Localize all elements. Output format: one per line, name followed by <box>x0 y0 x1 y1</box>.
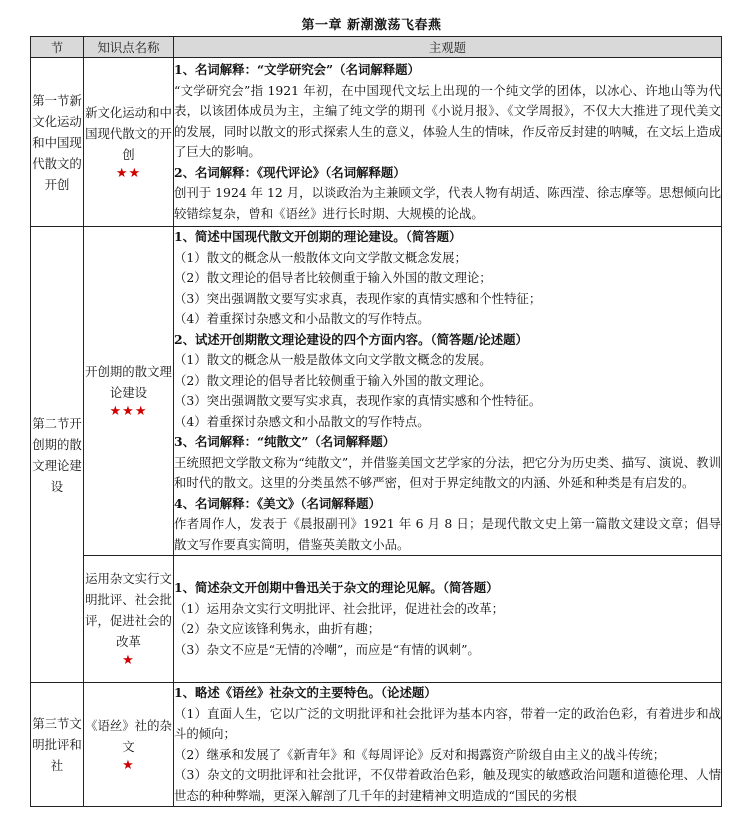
question-heading: 1、略述《语丝》社杂文的主要特色。（论述题） <box>174 685 437 700</box>
answer-paragraph: 作者周作人，发表于《晨报副刊》1921 年 6 月 8 日；是现代散文史上第一篇散文建设文章；倡导散文写作要真实简明，借鉴英美散文小品。 <box>174 516 721 552</box>
answer-item: （2）杂文应该锋利隽永，曲折有趣； <box>174 621 381 636</box>
importance-stars: ★★ <box>115 165 142 181</box>
answer-paragraph: （3）杂文的文明批评和社会批评，不仅带着政治色彩，触及现实的敏感政治问题和道德伦理、人情世态的种种弊端，更深入解剖了几千年的封建精神文明造成的“国民的劣根 <box>174 767 721 803</box>
answer-paragraph: （1）直面人生，它以广泛的文明批评和社会批评为基本内容，带着一定的政治色彩，有着进步和战斗的倾向； <box>174 705 721 741</box>
content-cell <box>174 58 722 227</box>
question-heading: 1、名词解释：“文学研究会”（名词解释题） <box>174 62 420 77</box>
table-row <box>31 58 722 227</box>
answer-item: （2）散文理论的倡导者比较侧重于输入外国的散文理论； <box>174 270 492 285</box>
question-heading: 2、试述开创期散文理论建设的四个方面内容。（简答题/论述题） <box>174 331 528 347</box>
question-heading: 2、名词解释：《现代评论》（名词解释题） <box>174 164 406 180</box>
section-label: 第二节开创期的散文理论建设 <box>32 415 82 494</box>
knowledge-label: 《语丝》社的杂文 <box>85 717 172 754</box>
content-cell <box>174 556 722 683</box>
answer-item: （3）突出强调散文要写实求真，表现作家的真情实感和个性特征。 <box>174 393 542 408</box>
answer-item: （1）散文的概念从一般散体文向文学散文概念发展； <box>174 249 467 265</box>
answer-item: （4）着重探讨杂感文和小品散文的写作特点。 <box>174 311 430 326</box>
section-cell <box>31 683 84 807</box>
importance-stars: ★ <box>122 757 135 773</box>
answer-item: （3）突出强调散文要写实求真，表现作家的真情实感和个性特征； <box>174 290 542 306</box>
question-heading: 3、名词解释：“纯散文”（名词解释题） <box>174 434 396 449</box>
answer-item: （1）运用杂文实行文明批评、社会批评，促进社会的改革； <box>174 600 505 616</box>
header-knowledge: 知识点名称 <box>84 37 174 58</box>
section-label: 第三节文明批评和社 <box>32 716 82 773</box>
knowledge-cell <box>84 683 174 807</box>
knowledge-cell <box>84 227 174 556</box>
header-section: 节 <box>31 37 84 58</box>
page-title: 第一章 新潮激荡飞春燕 <box>301 18 442 33</box>
table-row <box>31 556 722 683</box>
section-label: 第一节新文化运动和中国现代散文的开创 <box>32 92 82 192</box>
question-heading: 1、简述中国现代散文开创期的理论建设。（简答题） <box>174 229 462 244</box>
knowledge-label: 新文化运动和中国现代散文的开创 <box>85 104 172 162</box>
knowledge-label: 运用杂文实行文明批评、社会批评，促进社会的改革 <box>85 571 172 649</box>
knowledge-label: 开创期的散文理论建设 <box>85 364 172 400</box>
importance-stars: ★★★ <box>109 404 148 419</box>
answer-paragraph: 创刊于 1924 年 12 月，以谈政治为主兼顾文学，代表人物有胡适、陈西滢、徐志摩等。思想倾向比较错综复杂，曾和《语丝》进行长时期、大规模的论战。 <box>174 185 721 221</box>
study-notes-table <box>30 36 722 807</box>
table-row <box>31 683 722 807</box>
header-content: 主观题 <box>174 37 722 58</box>
section-cell <box>31 227 84 683</box>
answer-paragraph: 王统照把文学散文称为“纯散文”，并借鉴美国文艺学家的分法，把它分为历史类、描写、演说、教训和时代的散文。这里的分类虽然不够严密，但对于界定纯散文的内涵、外延和种类是有启发的。 <box>174 454 721 490</box>
answer-item: （1）散文的概念从一般是散体文向文学散文概念的发展。 <box>174 352 492 367</box>
table-row <box>31 227 722 556</box>
importance-stars: ★ <box>122 653 135 668</box>
answer-item: （2）继承和发展了《新青年》和《每周评论》反对和揭露资产阶级自由主义的战斗传统； <box>174 746 666 762</box>
question-heading: 1、简述杂文开创期中鲁迅关于杂文的理论见解。（简答题） <box>174 580 499 595</box>
table-header-row <box>31 37 722 58</box>
content-cell <box>174 683 722 807</box>
answer-item: （4）着重探讨杂感文和小品散文的写作特点。 <box>174 413 430 429</box>
question-heading: 4、名词解释：《美文》（名词解释题） <box>174 495 381 511</box>
content-cell <box>174 227 722 556</box>
answer-item: （2）散文理论的倡导者比较侧重于输入外国的散文理论。 <box>174 372 492 388</box>
answer-item: （3）杂文不应是“无情的冷嘲”，而应是“有情的讽刺”。 <box>174 641 480 657</box>
knowledge-cell <box>84 58 174 227</box>
knowledge-cell <box>84 556 174 683</box>
answer-paragraph: “文学研究会”指 1921 年初，在中国现代文坛上出现的一个纯文学的团体，以冰心、许地山等为代表，以该团体成员为主，主编了纯文学的期刊《小说月报》、《文学周报》，不仅大大推进了现代美文的发展，同时以散文的形式探索人生的意义，体验人生的情味，作反帝反封建的呐喊，在文坛上造成了巨大的影响。 <box>174 82 721 159</box>
section-cell <box>31 58 84 227</box>
